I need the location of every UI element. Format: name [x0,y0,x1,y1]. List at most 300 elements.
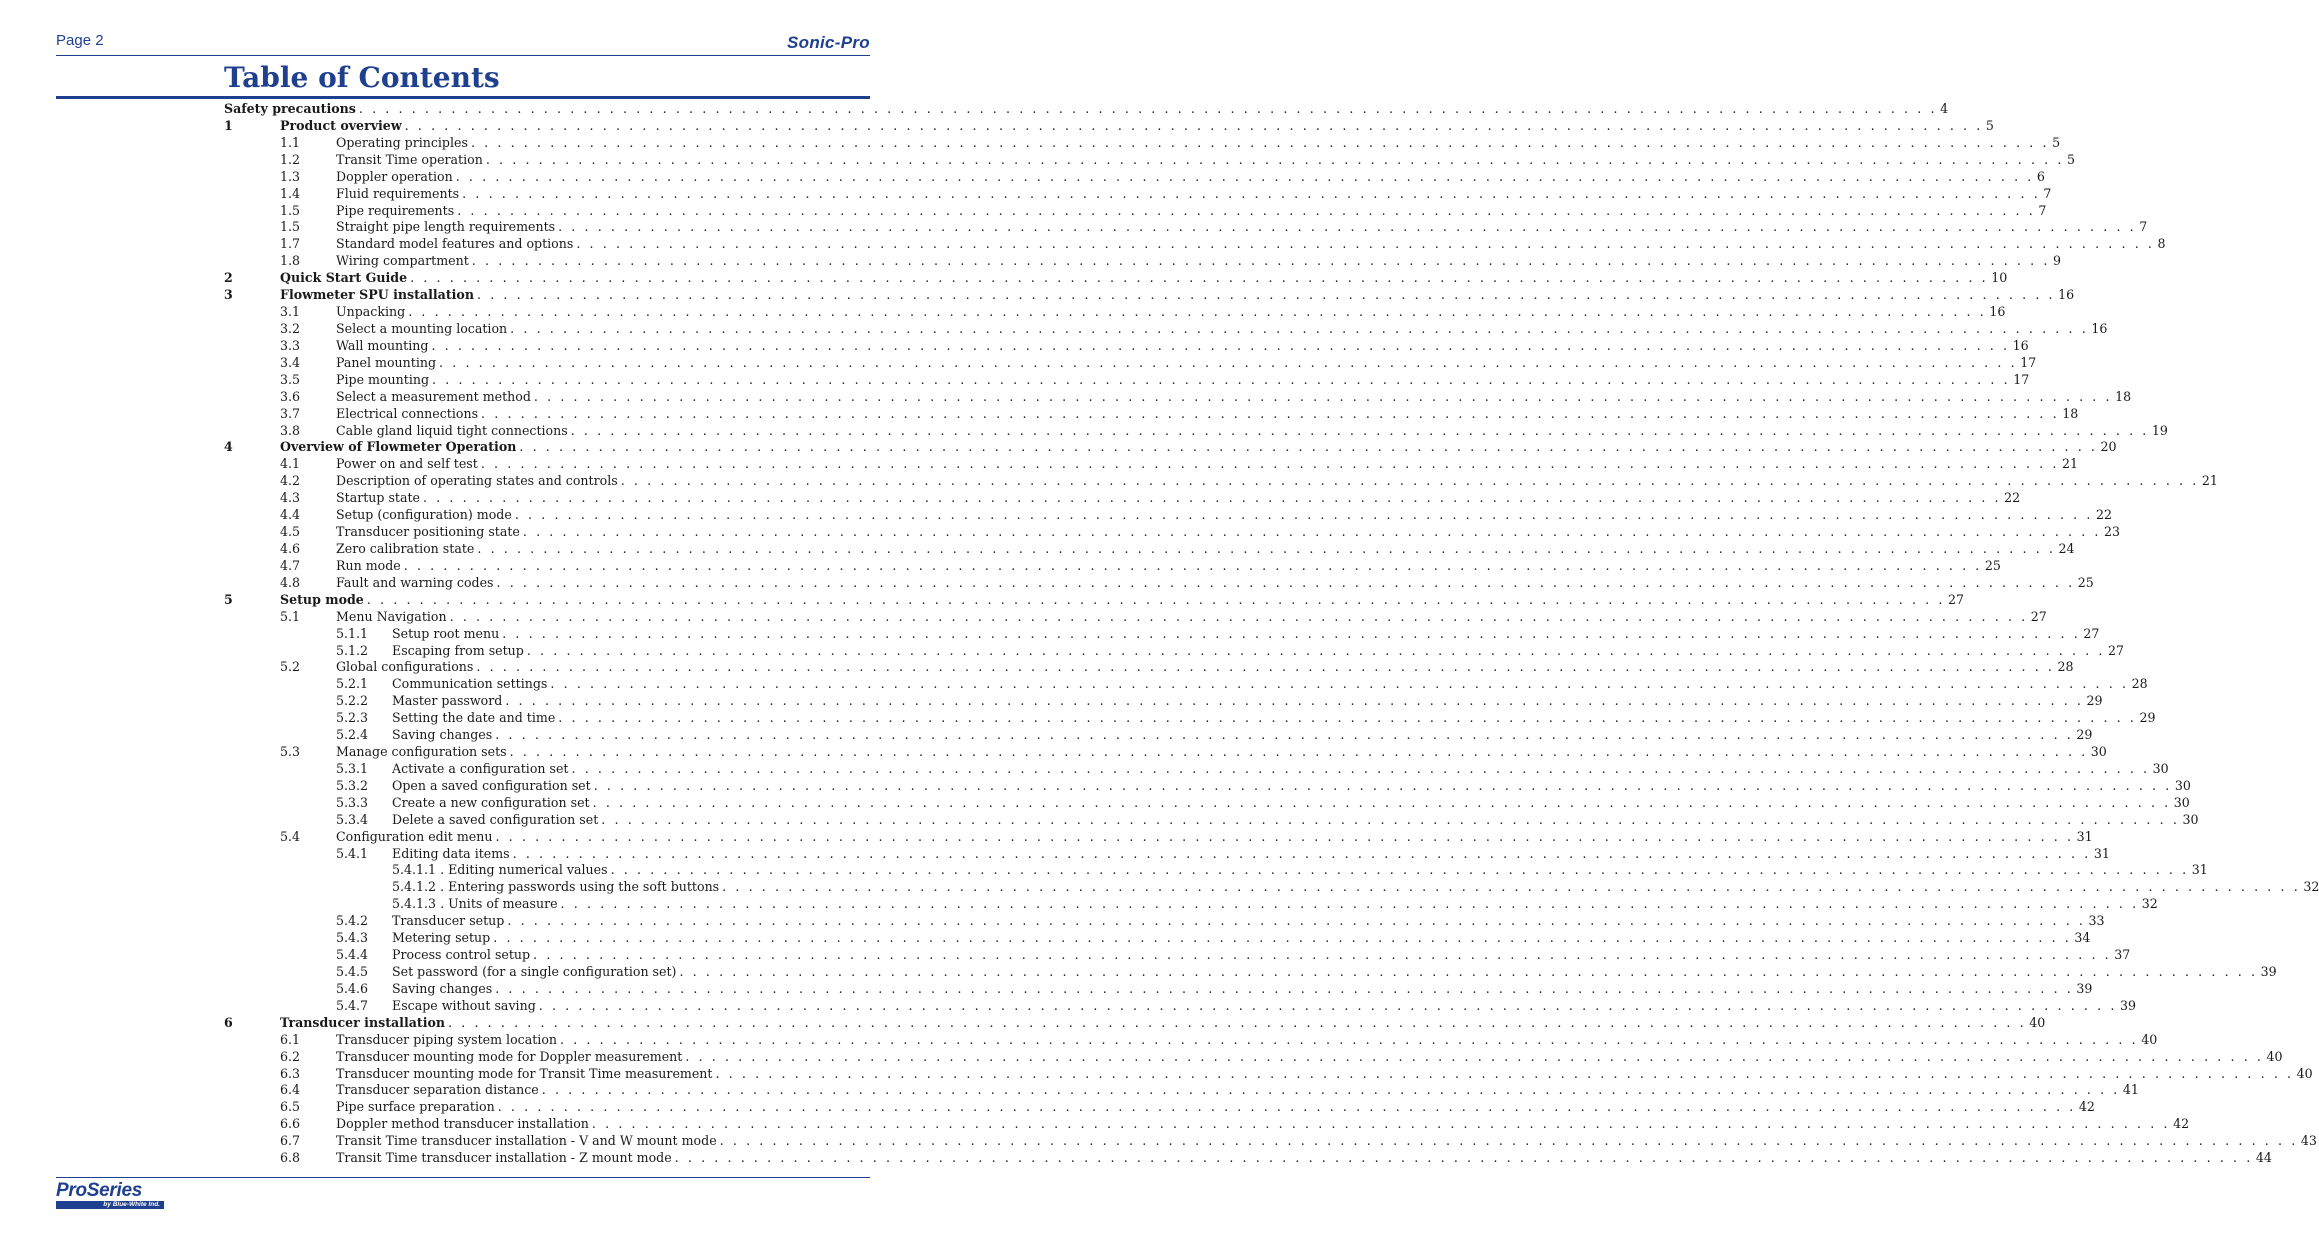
toc-entry[interactable] [224,540,2075,558]
toc-entry-line [336,608,2047,626]
toc-entry-title: 5.4.1.1 . Editing numerical values [392,862,611,879]
dot-leader: . . . . . . . . . . . . . . . . . . . . . . . . . . . . . . . . . . . . . . . . . . . . . . . . . . . . . . . . . . . . . . . . . . . . . . . . . . . . . . . . . . . . . . . . . . . . . . . . . . . . . . . . . . . . . . . . . . . . . . . . [610,862,2189,878]
dot-leader: . . . . . . . . . . . . . . . . . . . . . . . . . . . . . . . . . . . . . . . . . . . . . . . . . . . . . . . . . . . . . . . . . . . . . . . . . . . . . . . . . . . . . . . . . . . . . . . . . . . . . . . . . . . . . . . . . . . . . . . . [481,405,2060,421]
toc-entry-page: 23 [2104,524,2121,540]
toc-entry-number: 5.2 [280,659,301,675]
dot-leader: . . . . . . . . . . . . . . . . . . . . . . . . . . . . . . . . . . . . . . . . . . . . . . . . . . . . . . . . . . . . . . . . . . . . . . . . . . . . . . . . . . . . . . . . . . . . . . . . . . . . . . . . . . . . . . . . . . . . . . . . [431,337,2010,353]
toc-entry-number: 5.2.2 [336,693,369,709]
toc-entry-line [336,473,2218,490]
dot-leader: . . . . . . . . . . . . . . . . . . . . . . . . . . . . . . . . . . . . . . . . . . . . . . . . . . . . . . . . . . . . . . . . . . . . . . . . . . . . . . . . . . . . . . . . . . . . . . . . . . . . . . . . . . . . . . . . . . . . . . . . [480,456,2059,472]
toc-entry-number: 3.7 [280,405,301,421]
toc-entry-page: 28 [2057,659,2074,675]
toc-entry-page: 43 [2300,1133,2317,1149]
toc-entry-title: Description of operating states and controls [336,473,621,490]
toc-entry[interactable] [224,1116,2190,1133]
toc-entry-title: Transit Time transducer installation - V and W mount mode [336,1133,720,1150]
toc-entry[interactable] [224,439,2117,456]
toc-entry-line [336,744,2107,761]
toc-entry-line [336,354,2037,372]
toc-entry-number: 5.3 [280,744,301,760]
toc-entry-title: Create a new configuration set [392,795,593,812]
toc-entry-line [392,896,2158,913]
toc-entry[interactable] [224,676,2148,693]
dot-leader: . . . . . . . . . . . . . . . . . . . . . . . . . . . . . . . . . . . . . . . . . . . . . . . . . . . . . . . . . . . . . . . . . . . . . . . . . . . . . . . . . . . . . . . . . . . . . . . . . . . . . . . . . . . . . . . . . . . . . . . . [495,727,2074,743]
toc-entry-title: Delete a saved configuration set [392,812,601,829]
toc-entry-number: 5.4.3 [336,930,369,946]
toc-entry[interactable] [224,727,2093,744]
toc-entry-page: 7 [2038,202,2047,218]
toc-entry-title: Escaping from setup [392,643,527,660]
toc-entry[interactable] [224,1082,2139,1099]
toc-entry[interactable] [224,337,2029,355]
toc-entry[interactable] [224,219,2148,236]
dot-leader: . . . . . . . . . . . . . . . . . . . . . . . . . . . . . . . . . . . . . . . . . . . . . . . . . . . . . . . . . . . . . . . . . . . . . . . . . . . . . . . . . . . . . . . . . . . . . . . . . . . . . . . . . . . . . . . . . . . . . . . . [591,1116,2171,1132]
toc-entry-number: 5.4 [280,828,301,844]
dot-leader: . . . . . . . . . . . . . . . . . . . . . . . . . . . . . . . . . . . . . . . . . . . . . . . . . . . . . . . . . . . . . . . . . . . . . . . . . . . . . . . . . . . . . . . . . . . . . . . . . . . . . . . . . . . . . . . . . . . . . . . . [493,930,2072,946]
toc-entry-page: 5 [1985,117,1994,133]
toc-entry-line [336,304,2006,321]
toc-entry-number: 1.3 [280,168,301,184]
toc-entry[interactable] [224,608,2047,626]
dot-leader: . . . . . . . . . . . . . . . . . . . . . . . . . . . . . . . . . . . . . . . . . . . . . . . . . . . . . . . . . . . . . . . . . . . . . . . . . . . . . . . . . . . . . . . . . . . . . . . . . . . . . . . . . . . . . . . . . . . . . . . . [715,1065,2294,1081]
toc-entry-page: 27 [2083,625,2100,641]
toc-entry[interactable] [224,304,2006,321]
dot-leader: . . . . . . . . . . . . . . . . . . . . . . . . . . . . . . . . . . . . . . . . . . . . . . . . . . . . . . . . . . . . . . . . . . . . . . . . . . . . . . . . . . . . . . . . . . . . . . . . . . . . . . . . . . . . . . . . . . . . . . . . [674,1150,2253,1166]
toc-entry-page: 16 [2091,320,2108,336]
toc-entry-line [392,980,2093,998]
toc-entry-number: 1.5 [280,202,301,218]
toc-entry-page: 5 [2052,134,2061,150]
dot-leader: . . . . . . . . . . . . . . . . . . . . . . . . . . . . . . . . . . . . . . . . . . . . . . . . . . . . . . . . . . . . . . . . . . . . . . . . . . . . . . . . . . . . . . . . . . . . . . . . . . . . . . . . . . . . . . . . . . . . . . . . [679,964,2258,980]
toc-entry-line [336,1065,2313,1083]
toc-entry-line [392,811,2199,829]
toc-entry-title: Electrical connections [336,406,481,423]
toc-entry-title: Saving changes [392,727,495,744]
toc-entry-page: 7 [2139,219,2148,235]
toc-entry[interactable] [224,422,2168,440]
toc-entry[interactable] [224,710,2156,727]
toc-entry-line [392,642,2125,660]
toc-entry[interactable] [224,1031,2158,1049]
toc-entry-page: 31 [2076,828,2093,844]
toc-entry-title: Fault and warning codes [336,575,497,592]
toc-entry-title: Overview of Flowmeter Operation [280,439,519,456]
toc-entry[interactable] [224,270,2008,287]
footer-rule [56,1177,870,1178]
toc-entry[interactable] [224,896,2158,913]
toc-entry[interactable] [224,117,1994,135]
toc-entry-line [392,964,2277,981]
toc-entry-title: Cable gland liquid tight connections [336,423,571,440]
toc-entry[interactable] [224,524,2121,541]
proseries-logo [56,1181,170,1209]
toc-entry[interactable] [224,574,2094,592]
dot-leader: . . . . . . . . . . . . . . . . . . . . . . . . . . . . . . . . . . . . . . . . . . . . . . . . . . . . . . . . . . . . . . . . . . . . . . . . . . . . . . . . . . . . . . . . . . . . . . . . . . . . . . . . . . . . . . . . . . . . . . . . [457,202,2036,218]
dot-leader: . . . . . . . . . . . . . . . . . . . . . . . . . . . . . . . . . . . . . . . . . . . . . . . . . . . . . . . . . . . . . . . . . . . . . . . . . . . . . . . . . . . . . . . . . . . . . . . . . . . . . . . . . . . . . . . . . . . . . . . . [685,1048,2264,1064]
toc-entry[interactable] [224,134,2061,152]
dot-leader: . . . . . . . . . . . . . . . . . . . . . . . . . . . . . . . . . . . . . . . . . . . . . . . . . . . . . . . . . . . . . . . . . . . . . . . . . . . . . . . . . . . . . . . . . . . . . . . . . . . . . . . . . . . . . . . . . . . . . . . . [620,473,2199,489]
toc-entry-title: Transducer mounting mode for Transit Time measurement [336,1066,715,1083]
toc-entry-line [392,625,2100,643]
toc-entry-page: 5 [2067,151,2076,167]
toc-entry-line [336,1133,2317,1150]
toc-entry-line [336,1099,2095,1116]
toc-entry-line [392,845,2110,863]
brand-logo-text: Sonic-Pro [787,33,870,52]
toc-entry[interactable] [224,1014,2046,1032]
toc-entry[interactable] [224,642,2125,660]
toc-entry-title: Run mode [336,558,404,575]
toc-entry-number: 3.2 [280,320,301,336]
toc-entry-number: 2 [224,270,233,286]
toc-entry-number: 4.4 [280,507,301,523]
dot-leader: . . . . . . . . . . . . . . . . . . . . . . . . . . . . . . . . . . . . . . . . . . . . . . . . . . . . . . . . . . . . . . . . . . . . . . . . . . . . . . . . . . . . . . . . . . . . . . . . . . . . . . . . . . . . . . . . . . . . . . . . [470,134,2050,150]
toc-entry-title: Activate a configuration set [392,761,572,778]
toc-entry-number: 4.2 [280,473,301,489]
toc-entry-page: 42 [2078,1099,2095,1115]
toc-entry-line [336,168,2045,186]
dot-leader: . . . . . . . . . . . . . . . . . . . . . . . . . . . . . . . . . . . . . . . . . . . . . . . . . . . . . . . . . . . . . . . . . . . . . . . . . . . . . . . . . . . . . . . . . . . . . . . . . . . . . . . . . . . . . . . . . . . . . . . . [485,151,2064,167]
toc-entry[interactable] [224,964,2277,981]
toc-entry-line [336,134,2061,152]
dot-leader: . . . . . . . . . . . . . . . . . . . . . . . . . . . . . . . . . . . . . . . . . . . . . . . . . . . . . . . . . . . . . . . . . . . . . . . . . . . . . . . . . . . . . . . . . . . . . . . . . . . . . . . . . . . . . . . . . . . . . . . . [462,185,2041,201]
toc-entry-title: Select a measurement method [336,389,534,406]
toc-entry-page: 6 [2036,168,2045,184]
toc-entry-title: Escape without saving [392,998,539,1015]
toc-entry-page: 22 [2096,507,2113,523]
toc-entry-number: 4.7 [280,557,301,573]
toc-entry-number: 1.2 [280,151,301,167]
toc-entry-title: Menu Navigation [336,609,450,626]
toc-entry-number: 4.5 [280,524,301,540]
dot-leader: . . . . . . . . . . . . . . . . . . . . . . . . . . . . . . . . . . . . . . . . . . . . . . . . . . . . . . . . . . . . . . . . . . . . . . . . . . . . . . . . . . . . . . . . . . . . . . . . . . . . . . . . . . . . . . . . . . . . . . . . [507,913,2086,929]
toc-entry-title: 5.4.1.3 . Units of measure [392,896,561,913]
toc-entry-title: Configuration edit menu [336,829,495,846]
dot-leader: . . . . . . . . . . . . . . . . . . . . . . . . . . . . . . . . . . . . . . . . . . . . . . . . . . . . . . . . . . . . . . . . . . . . . . . . . . . . . . . . . . . . . . . . . . . . . . . . . . . . . . . . . . . . . . . . . . . . . . . . [514,507,2093,523]
toc-entry-title: Manage configuration sets [336,744,510,761]
toc-entry-line [336,405,2079,423]
toc-entry-page: 7 [2043,185,2052,201]
toc-entry[interactable] [224,980,2093,998]
toc-entry-page: 37 [2114,947,2131,963]
toc-entry[interactable] [224,744,2107,761]
toc-entry-page: 20 [2100,439,2117,455]
toc-entry[interactable] [224,659,2074,676]
toc-entry[interactable] [224,1065,2313,1083]
toc-entry-title: Straight pipe length requirements [336,219,558,236]
toc-entry[interactable] [224,1133,2317,1150]
dot-leader: . . . . . . . . . . . . . . . . . . . . . . . . . . . . . . . . . . . . . . . . . . . . . . . . . . . . . . . . . . . . . . . . . . . . . . . . . . . . . . . . . . . . . . . . . . . . . . . . . . . . . . . . . . . . . . . . . . . . . . . . [502,625,2081,641]
toc-entry-number: 6 [224,1014,233,1030]
toc-entry[interactable] [224,168,2045,186]
toc-entry-line [392,777,2191,795]
toc-entry-title: Select a mounting location [336,321,510,338]
toc-entry-page: 18 [2115,388,2132,404]
toc-entry-line [280,270,2008,287]
toc-entry-title: Transit Time transducer installation - Z mount mode [336,1150,675,1167]
toc-entry-page: 27 [2030,608,2047,624]
toc-entry-line [336,1150,2272,1167]
dot-leader: . . . . . . . . . . . . . . . . . . . . . . . . . . . . . . . . . . . . . . . . . . . . . . . . . . . . . . . . . . . . . . . . . . . . . . . . . . . . . . . . . . . . . . . . . . . . . . . . . . . . . . . . . . . . . . . . . . . . . . . . [477,540,2056,556]
toc-entry-line [336,1048,2283,1066]
toc-entry-page: 32 [2141,896,2158,912]
toc-entry-line [336,524,2121,541]
toc-entry-number: 6.5 [280,1099,301,1115]
toc-entry-number: 5 [224,591,233,607]
toc-entry-number: 5.2.3 [336,710,369,726]
toc-entry-line [336,456,2079,473]
toc-entry-line [336,253,2061,270]
table-of-contents [224,101,2319,1167]
toc-entry-title: Master password [392,693,505,710]
dot-leader: . . . . . . . . . . . . . . . . . . . . . . . . . . . . . . . . . . . . . . . . . . . . . . . . . . . . . . . . . . . . . . . . . . . . . . . . . . . . . . . . . . . . . . . . . . . . . . . . . . . . . . . . . . . . . . . . . . . . . . . . [448,1014,2027,1030]
toc-entry-line [336,320,2108,338]
toc-entry-page: 4 [1940,101,1949,116]
toc-entry-page: 28 [2131,676,2148,692]
toc-entry-title: Wall mounting [336,338,431,355]
toc-entry[interactable] [224,930,2091,947]
toc-entry-page: 17 [2013,371,2030,387]
toc-entry-title: Safety precautions [224,101,359,118]
toc-entry-page: 21 [2201,473,2218,489]
toc-entry-line [336,371,2030,389]
toc-entry-page: 30 [2174,777,2191,793]
toc-entry-line [392,913,2105,930]
toc-entry-title: Transducer positioning state [336,524,523,541]
toc-entry-title: Fluid requirements [336,186,462,203]
toc-entry-page: 44 [2255,1150,2272,1166]
toc-entry[interactable] [224,185,2052,203]
dot-leader: . . . . . . . . . . . . . . . . . . . . . . . . . . . . . . . . . . . . . . . . . . . . . . . . . . . . . . . . . . . . . . . . . . . . . . . . . . . . . . . . . . . . . . . . . . . . . . . . . . . . . . . . . . . . . . . . . . . . . . . . [522,524,2102,540]
toc-entry[interactable] [224,101,1949,118]
toc-entry-line [336,236,2166,253]
toc-entry-line [336,337,2029,355]
toc-entry-line [336,828,2093,846]
toc-entry-line [392,710,2156,727]
toc-entry-page: 32 [2303,879,2319,895]
toc-entry[interactable] [224,371,2030,389]
toc-entry-page: 27 [1948,591,1965,607]
toc-entry-number: 5.4.4 [336,947,369,963]
toc-entry-number: 1.4 [280,185,301,201]
toc-entry[interactable] [224,997,2136,1015]
toc-entry-title: Pipe surface preparation [336,1099,498,1116]
toc-entry-title: Communication settings [392,676,550,693]
logo-subtitle: by Blue-White Ind. [56,1201,164,1209]
dot-leader: . . . . . . . . . . . . . . . . . . . . . . . . . . . . . . . . . . . . . . . . . . . . . . . . . . . . . . . . . . . . . . . . . . . . . . . . . . . . . . . . . . . . . . . . . . . . . . . . . . . . . . . . . . . . . . . . . . . . . . . . [722,879,2301,895]
dot-leader: . . . . . . . . . . . . . . . . . . . . . . . . . . . . . . . . . . . . . . . . . . . . . . . . . . . . . . . . . . . . . . . . . . . . . . . . . . . . . . . . . . . . . . . . . . . . . . . . . . . . . . . . . . . . . . . . . . . . . . . . [496,574,2075,590]
dot-leader: . . . . . . . . . . . . . . . . . . . . . . . . . . . . . . . . . . . . . . . . . . . . . . . . . . . . . . . . . . . . . . . . . . . . . . . . . . . . . . . . . . . . . . . . . . . . . . . . . . . . . . . . . . . . . . . . . . . . . . . . [533,388,2113,404]
toc-entry[interactable] [224,253,2061,270]
dot-leader: . . . . . . . . . . . . . . . . . . . . . . . . . . . . . . . . . . . . . . . . . . . . . . . . . . . . . . . . . . . . . . . . . . . . . . . . . . . . . . . . . . . . . . . . . . . . . . . . . . . . . . . . . . . . . . . . . . . . . . . . [495,980,2074,996]
toc-entry[interactable] [224,777,2191,795]
toc-entry-number: 1.5 [280,219,301,235]
toc-entry-line [336,151,2076,169]
dot-leader: . . . . . . . . . . . . . . . . . . . . . . . . . . . . . . . . . . . . . . . . . . . . . . . . . . . . . . . . . . . . . . . . . . . . . . . . . . . . . . . . . . . . . . . . . . . . . . . . . . . . . . . . . . . . . . . . . . . . . . . . [571,760,2150,776]
toc-entry-number: 5.1.2 [336,642,369,658]
toc-entry-page: 40 [2296,1065,2313,1081]
toc-entry-line [336,574,2094,592]
toc-entry-number: 3.8 [280,422,301,438]
toc-entry-number: 3.3 [280,337,301,353]
dot-leader: . . . . . . . . . . . . . . . . . . . . . . . . . . . . . . . . . . . . . . . . . . . . . . . . . . . . . . . . . . . . . . . . . . . . . . . . . . . . . . . . . . . . . . . . . . . . . . . . . . . . . . . . . . . . . . . . . . . . . . . . [455,168,2034,184]
toc-entry-page: 40 [2141,1031,2158,1047]
toc-entry-page: 16 [2012,337,2029,353]
toc-entry-page: 42 [2173,1116,2190,1132]
toc-entry-line [336,540,2075,558]
toc-entry-line [336,388,2132,406]
toc-entry[interactable] [224,202,2047,220]
toc-entry-page: 40 [2029,1014,2046,1030]
toc-entry-line [392,930,2091,947]
toc-entry[interactable] [224,693,2103,710]
toc-entry-line [336,1116,2190,1133]
toc-entry-title: Transducer installation [280,1015,448,1032]
toc-entry[interactable] [224,828,2093,846]
toc-entry-page: 22 [2004,490,2021,506]
page-title: Table of Contents [224,61,500,94]
toc-entry-title: Pipe requirements [336,203,457,220]
toc-entry[interactable] [224,236,2166,253]
toc-entry-number: 5.4.7 [336,997,369,1013]
toc-entry-number: 6.6 [280,1116,301,1132]
toc-entry[interactable] [224,151,2076,169]
toc-entry[interactable] [224,354,2037,372]
toc-entry-page: 30 [2173,794,2190,810]
dot-leader: . . . . . . . . . . . . . . . . . . . . . . . . . . . . . . . . . . . . . . . . . . . . . . . . . . . . . . . . . . . . . . . . . . . . . . . . . . . . . . . . . . . . . . . . . . . . . . . . . . . . . . . . . . . . . . . . . . . . . . . . [558,710,2137,726]
toc-entry[interactable] [224,388,2132,406]
toc-entry-title: Pipe mounting [336,372,432,389]
toc-entry-title: 5.4.1.2 . Entering passwords using the soft buttons [392,879,722,896]
toc-entry-title: Open a saved configuration set [392,778,594,795]
dot-leader: . . . . . . . . . . . . . . . . . . . . . . . . . . . . . . . . . . . . . . . . . . . . . . . . . . . . . . . . . . . . . . . . . . . . . . . . . . . . . . . . . . . . . . . . . . . . . . . . . . . . . . . . . . . . . . . . . . . . . . . . [560,896,2139,912]
toc-entry-page: 30 [2152,760,2169,776]
toc-entry-number: 6.8 [280,1150,301,1166]
dot-leader: . . . . . . . . . . . . . . . . . . . . . . . . . . . . . . . . . . . . . . . . . . . . . . . . . . . . . . . . . . . . . . . . . . . . . . . . . . . . . . . . . . . . . . . . . . . . . . . . . . . . . . . . . . . . . . . . . . . . . . . . [495,828,2074,844]
toc-entry-title: Wiring compartment [336,253,472,270]
toc-entry-page: 31 [2191,862,2208,878]
toc-entry-number: 5.4.2 [336,913,369,929]
toc-entry[interactable] [224,507,2113,524]
toc-entry-title: Power on and self test [336,456,481,473]
toc-entry[interactable] [224,557,2001,575]
toc-entry[interactable] [224,625,2100,643]
toc-entry-line [392,760,2169,778]
dot-leader: . . . . . . . . . . . . . . . . . . . . . . . . . . . . . . . . . . . . . . . . . . . . . . . . . . . . . . . . . . . . . . . . . . . . . . . . . . . . . . . . . . . . . . . . . . . . . . . . . . . . . . . . . . . . . . . . . . . . . . . . [497,1099,2076,1115]
dot-leader: . . . . . . . . . . . . . . . . . . . . . . . . . . . . . . . . . . . . . . . . . . . . . . . . . . . . . . . . . . . . . . . . . . . . . . . . . . . . . . . . . . . . . . . . . . . . . . . . . . . . . . . . . . . . . . . . . . . . . . . . [538,997,2117,1013]
toc-entry[interactable] [224,760,2169,778]
toc-entry-page: 17 [2020,354,2037,370]
toc-entry-number: 4.3 [280,490,301,506]
toc-entry[interactable] [224,320,2108,338]
toc-entry-number: 6.7 [280,1133,301,1149]
toc-entry[interactable] [224,473,2218,490]
dot-leader: . . . . . . . . . . . . . . . . . . . . . . . . . . . . . . . . . . . . . . . . . . . . . . . . . . . . . . . . . . . . . . . . . . . . . . . . . . . . . . . . . . . . . . . . . . . . . . . . . . . . . . . . . . . . . . . . . . . . . . . . [512,845,2091,861]
dot-leader: . . . . . . . . . . . . . . . . . . . . . . . . . . . . . . . . . . . . . . . . . . . . . . . . . . . . . . . . . . . . . . . . . . . . . . . . . . . . . . . . . . . . . . . . . . . . . . . . . . . . . . . . . . . . . . . . . . . . . . . . [719,1133,2298,1149]
toc-entry[interactable] [224,1048,2283,1066]
toc-entry-line [336,1031,2158,1049]
toc-entry[interactable] [224,794,2190,812]
toc-entry-line [336,219,2148,236]
toc-entry-number: 6.4 [280,1082,301,1098]
toc-entry[interactable] [224,287,2075,304]
toc-entry[interactable] [224,879,2319,896]
toc-entry-number: 3 [224,287,233,303]
toc-entry-line [336,422,2168,440]
toc-entry[interactable] [224,845,2110,863]
toc-entry-title: Transducer separation distance [336,1082,542,1099]
toc-entry[interactable] [224,862,2208,879]
toc-entry-number: 5.4.5 [336,964,369,980]
dot-leader: . . . . . . . . . . . . . . . . . . . . . . . . . . . . . . . . . . . . . . . . . . . . . . . . . . . . . . . . . . . . . . . . . . . . . . . . . . . . . . . . . . . . . . . . . . . . . . . . . . . . . . . . . . . . . . . . . . . . . . . . [570,422,2149,438]
toc-entry[interactable] [224,913,2105,930]
toc-entry-title: Setup mode [280,592,367,609]
toc-entry-number: 4.8 [280,574,301,590]
toc-entry-page: 33 [2088,913,2105,929]
dot-leader: . . . . . . . . . . . . . . . . . . . . . . . . . . . . . . . . . . . . . . . . . . . . . . . . . . . . . . . . . . . . . . . . . . . . . . . . . . . . . . . . . . . . . . . . . . . . . . . . . . . . . . . . . . . . . . . . . . . . . . . . [408,304,1987,320]
toc-entry[interactable] [224,405,2079,423]
toc-entry[interactable] [224,811,2199,829]
page-number: Page 2 [56,32,104,49]
toc-entry-page: 19 [2151,422,2168,438]
dot-leader: . . . . . . . . . . . . . . . . . . . . . . . . . . . . . . . . . . . . . . . . . . . . . . . . . . . . . . . . . . . . . . . . . . . . . . . . . . . . . . . . . . . . . . . . . . . . . . . . . . . . . . . . . . . . . . . . . . . . . . . . [601,811,2180,827]
toc-entry-title: Unpacking [336,304,408,321]
toc-entry-title: Metering setup [392,930,493,947]
toc-entry-page: 16 [1989,304,2006,320]
toc-entry[interactable] [224,591,1965,609]
toc-entry-line [280,287,2075,304]
toc-entry[interactable] [224,1150,2272,1167]
dot-leader: . . . . . . . . . . . . . . . . . . . . . . . . . . . . . . . . . . . . . . . . . . . . . . . . . . . . . . . . . . . . . . . . . . . . . . . . . . . . . . . . . . . . . . . . . . . . . . . . . . . . . . . . . . . . . . . . . . . . . . . . [526,642,2106,658]
dot-leader: . . . . . . . . . . . . . . . . . . . . . . . . . . . . . . . . . . . . . . . . . . . . . . . . . . . . . . . . . . . . . . . . . . . . . . . . . . . . . . . . . . . . . . . . . . . . . . . . . . . . . . . . . . . . . . . . . . . . . . . . [576,236,2155,252]
toc-entry-title: Operating principles [336,135,471,152]
toc-entry-page: 16 [2058,287,2075,303]
toc-entry-number: 5.3.1 [336,760,369,776]
toc-entry-line [280,591,1965,609]
toc-entry[interactable] [224,947,2131,964]
toc-entry-page: 21 [2062,456,2079,472]
toc-entry-page: 39 [2260,964,2277,980]
toc-entry-line [280,439,2117,456]
toc-entry-number: 5.3.2 [336,777,369,793]
toc-entry-number: 1.7 [280,236,301,252]
header-rule [56,55,870,56]
toc-entry-page: 34 [2074,930,2091,946]
dot-leader: . . . . . . . . . . . . . . . . . . . . . . . . . . . . . . . . . . . . . . . . . . . . . . . . . . . . . . . . . . . . . . . . . . . . . . . . . . . . . . . . . . . . . . . . . . . . . . . . . . . . . . . . . . . . . . . . . . . . . . . . [560,1031,2139,1047]
dot-leader: . . . . . . . . . . . . . . . . . . . . . . . . . . . . . . . . . . . . . . . . . . . . . . . . . . . . . . . . . . . . . . . . . . . . . . . . . . . . . . . . . . . . . . . . . . . . . . . . . . . . . . . . . . . . . . . . . . . . . . . . [519,439,2098,455]
toc-entry-line [392,676,2148,693]
toc-entry-page: 40 [2266,1048,2283,1064]
toc-entry-page: 9 [2052,253,2061,269]
toc-entry-number: 6.3 [280,1065,301,1081]
toc-entry-number: 5.2.1 [336,676,369,692]
toc-entry-title: Setup root menu [392,626,502,643]
toc-entry-title: Doppler method transducer installation [336,1116,592,1133]
toc-entry-page: 30 [2090,744,2107,760]
toc-entry-number: 6.1 [280,1031,301,1047]
dot-leader: . . . . . . . . . . . . . . . . . . . . . . . . . . . . . . . . . . . . . . . . . . . . . . . . . . . . . . . . . . . . . . . . . . . . . . . . . . . . . . . . . . . . . . . . . . . . . . . . . . . . . . . . . . . . . . . . . . . . . . . . [432,371,2011,387]
toc-entry-line [336,490,2021,507]
toc-entry[interactable] [224,456,2079,473]
toc-entry[interactable] [224,1099,2095,1116]
toc-entry-page: 18 [2062,405,2079,421]
toc-entry-title: Setup (configuration) mode [336,507,515,524]
toc-entry-title: Setting the date and time [392,710,558,727]
toc-entry-line [392,693,2103,710]
dot-leader: . . . . . . . . . . . . . . . . . . . . . . . . . . . . . . . . . . . . . . . . . . . . . . . . . . . . . . . . . . . . . . . . . . . . . . . . . . . . . . . . . . . . . . . . . . . . . . . . . . . . . . . . . . . . . . . . . . . . . . . . [533,947,2112,963]
toc-entry[interactable] [224,490,2021,507]
toc-entry-line [280,1014,2046,1032]
